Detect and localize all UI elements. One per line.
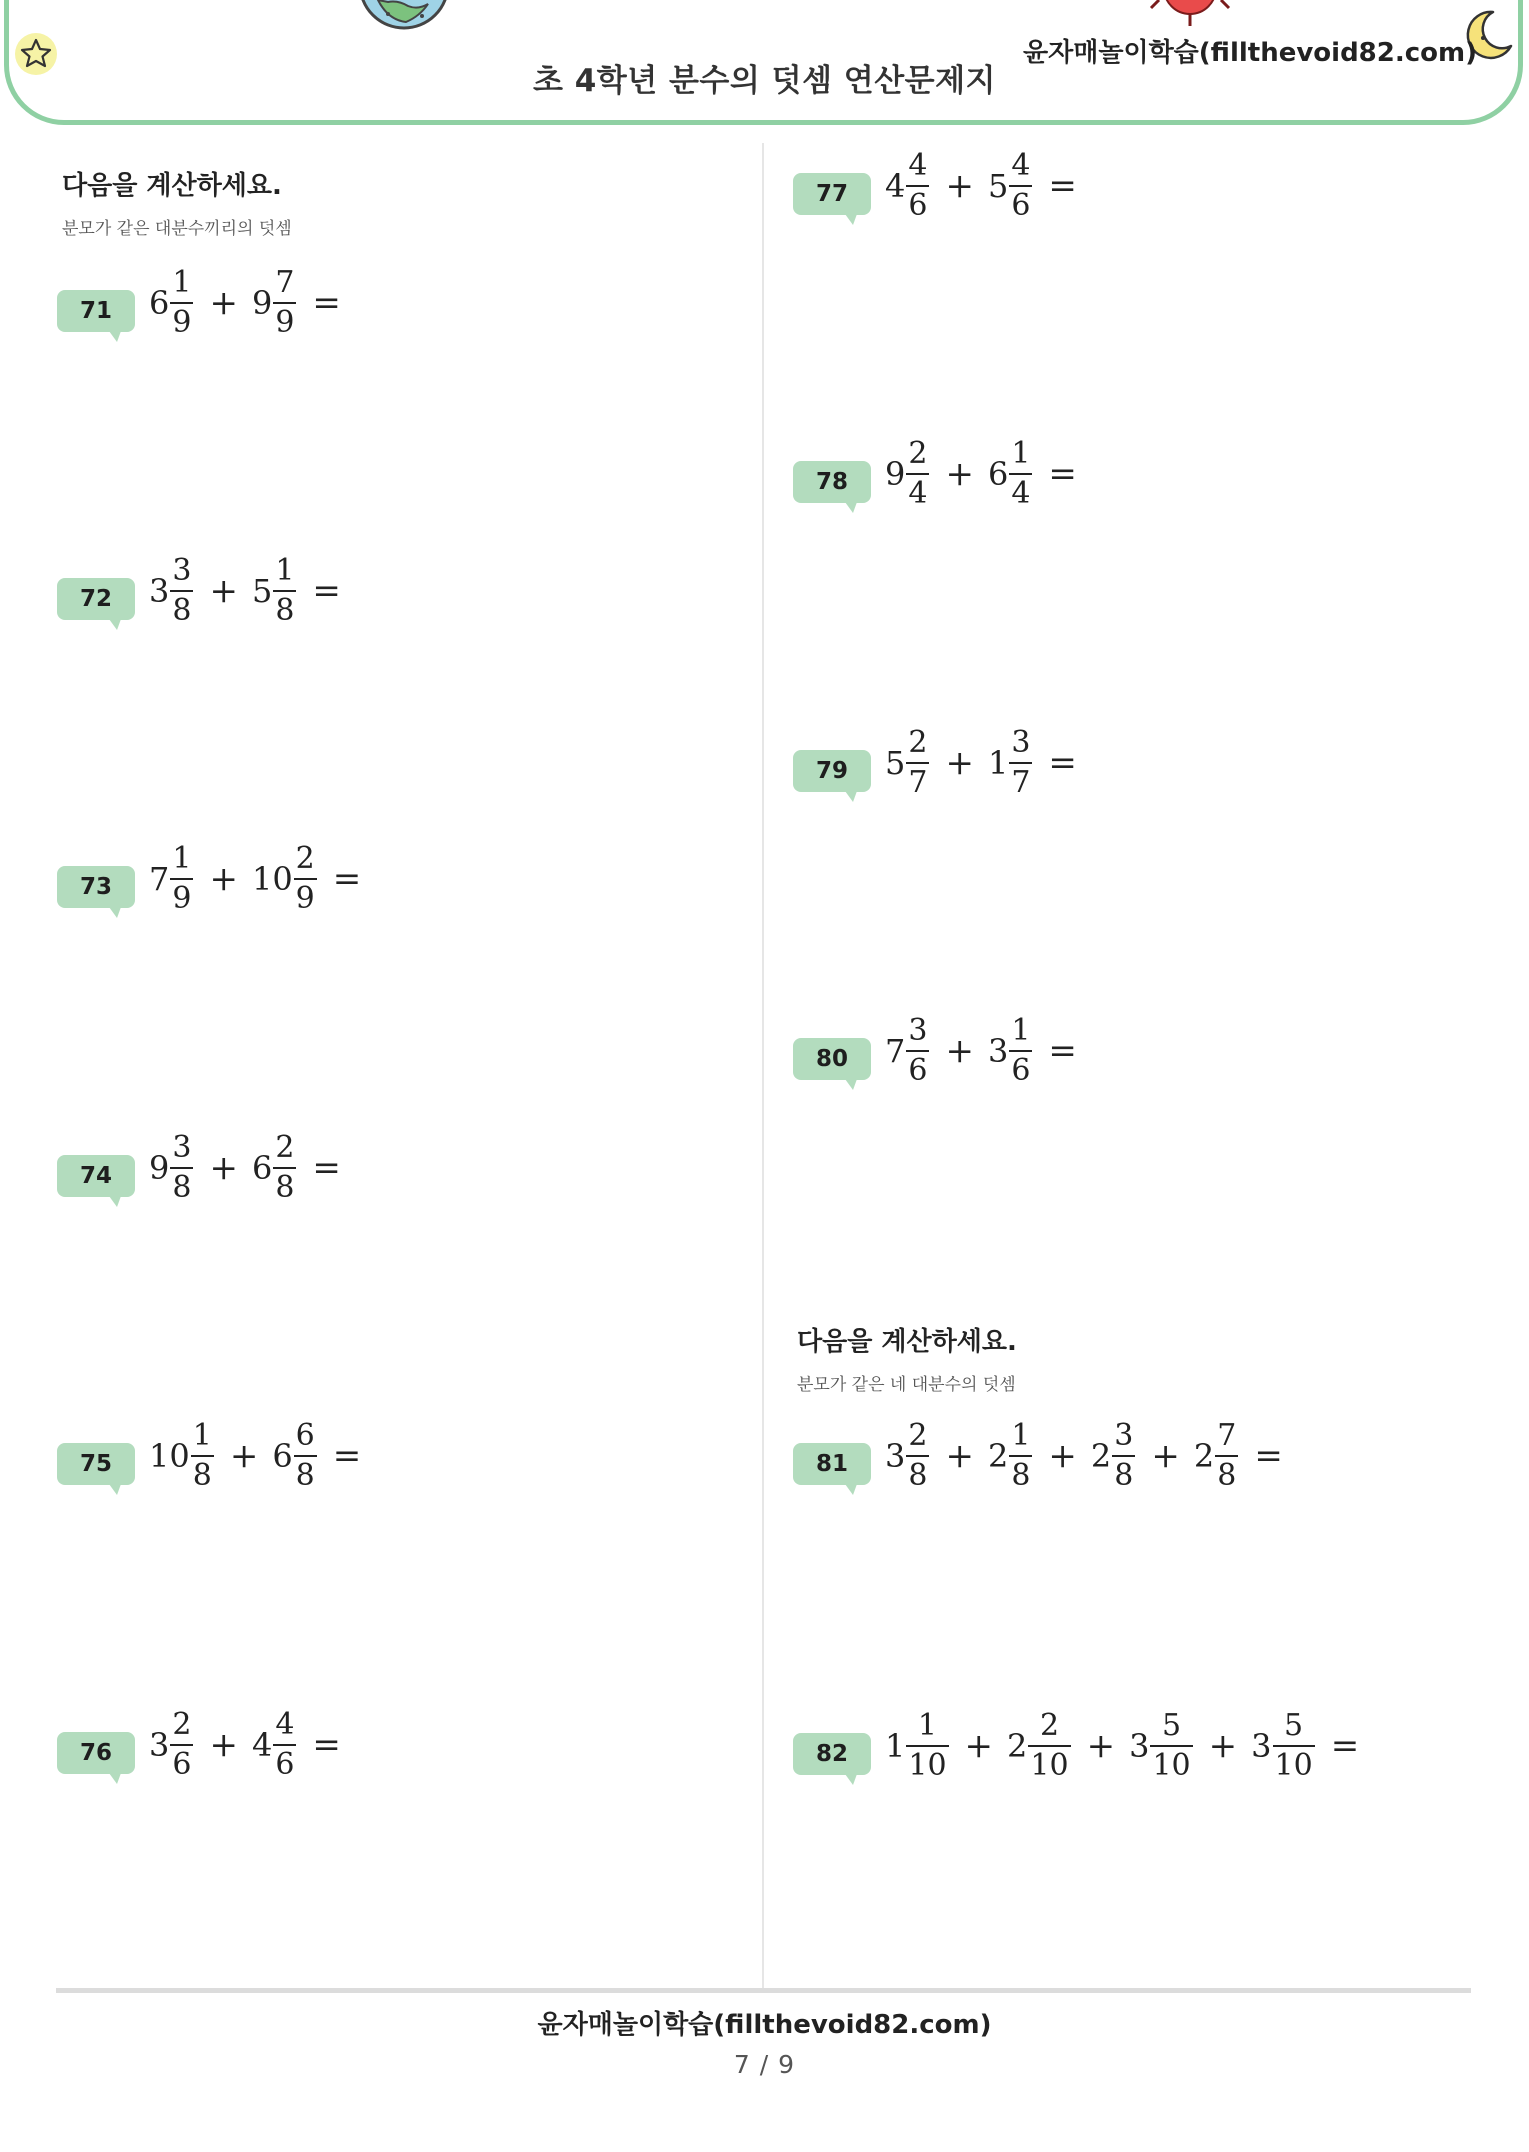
numerator: 1 xyxy=(1011,436,1031,471)
denominator: 8 xyxy=(275,1170,295,1205)
equals-sign: = xyxy=(1330,1726,1360,1766)
plus-sign: + xyxy=(209,1148,238,1188)
numerator: 7 xyxy=(275,265,295,300)
denominator: 6 xyxy=(908,1053,928,1088)
plus-sign: + xyxy=(1048,1436,1077,1476)
numerator: 2 xyxy=(908,1418,928,1453)
whole-number: 2 xyxy=(987,1437,1009,1475)
whole-number: 7 xyxy=(885,1032,906,1070)
numerator: 2 xyxy=(172,1707,192,1742)
fraction xyxy=(1009,725,1032,800)
problem-number-badge: 76 xyxy=(57,1732,135,1774)
denominator: 10 xyxy=(1274,1748,1313,1783)
right-instruction xyxy=(797,1321,1017,1395)
whole-number: 3 xyxy=(1251,1727,1272,1765)
denominator: 9 xyxy=(172,305,192,340)
numerator: 4 xyxy=(1011,148,1031,183)
page-title: 초 4학년 분수의 덧셈 연산문제지 xyxy=(532,63,997,99)
numerator: 1 xyxy=(1011,1013,1031,1048)
denominator: 9 xyxy=(275,305,295,340)
whole-number: 6 xyxy=(272,1437,293,1475)
fraction xyxy=(294,1418,317,1493)
whole-number: 3 xyxy=(987,1032,1009,1070)
whole-number: 1 xyxy=(987,744,1009,782)
footer-brand: 윤자매놀이학습(fillthevoid82.com) xyxy=(537,2010,992,2040)
whole-number: 6 xyxy=(149,284,170,322)
denominator: 8 xyxy=(1114,1458,1134,1493)
whole-number: 5 xyxy=(987,167,1009,205)
fraction xyxy=(170,553,193,628)
denominator: 10 xyxy=(908,1748,947,1783)
fraction xyxy=(906,1418,929,1493)
problem-number-badge: 79 xyxy=(793,750,871,792)
fraction xyxy=(906,725,929,800)
math-expression xyxy=(149,1411,361,1501)
numerator: 3 xyxy=(172,1130,192,1165)
equals-sign: = xyxy=(312,283,341,323)
problem-number-badge: 73 xyxy=(57,866,135,908)
numerator: 5 xyxy=(1284,1708,1304,1743)
denominator: 6 xyxy=(275,1747,295,1782)
whole-number: 4 xyxy=(885,167,906,205)
fraction xyxy=(906,148,929,223)
numerator: 2 xyxy=(1039,1708,1060,1743)
denominator: 7 xyxy=(1011,765,1031,800)
whole-number: 10 xyxy=(149,1437,190,1475)
denominator: 8 xyxy=(1011,1458,1031,1493)
plus-sign: + xyxy=(964,1726,994,1766)
whole-number: 6 xyxy=(987,455,1009,493)
problem-number-badge: 82 xyxy=(793,1733,871,1775)
math-expression xyxy=(885,429,1077,519)
equals-sign: = xyxy=(312,571,341,611)
plus-sign: + xyxy=(209,859,238,899)
instruction-subtitle: 분모가 같은 대분수끼리의 덧셈 xyxy=(62,219,292,239)
whole-number: 5 xyxy=(251,572,273,610)
denominator: 10 xyxy=(1152,1748,1191,1783)
whole-number: 9 xyxy=(149,1149,170,1187)
numerator: 1 xyxy=(275,553,295,588)
fraction xyxy=(1150,1708,1192,1783)
numerator: 7 xyxy=(1217,1418,1237,1453)
numerator: 6 xyxy=(295,1418,315,1453)
denominator: 8 xyxy=(1217,1458,1237,1493)
fraction xyxy=(170,841,193,916)
problem-number-badge: 80 xyxy=(793,1038,871,1080)
numerator: 2 xyxy=(908,725,928,760)
fraction xyxy=(1273,1708,1315,1783)
math-expression xyxy=(149,258,341,348)
whole-number: 5 xyxy=(885,744,906,782)
plus-sign: + xyxy=(945,454,974,494)
problem-number-badge: 78 xyxy=(793,461,871,503)
denominator: 8 xyxy=(295,1458,315,1493)
problem-number-badge: 75 xyxy=(57,1443,135,1485)
math-expression xyxy=(149,834,361,924)
equals-sign: = xyxy=(332,859,362,899)
fraction xyxy=(1215,1418,1238,1493)
numerator: 5 xyxy=(1162,1708,1182,1743)
equals-sign: = xyxy=(312,1148,341,1188)
math-expression xyxy=(885,1411,1283,1501)
denominator: 6 xyxy=(908,188,928,223)
numerator: 1 xyxy=(172,265,192,300)
numerator: 4 xyxy=(275,1707,295,1742)
math-expression xyxy=(885,1701,1359,1791)
virus-icon xyxy=(1145,0,1235,32)
equals-sign: = xyxy=(1048,166,1077,206)
fraction xyxy=(294,841,317,916)
plus-sign: + xyxy=(1086,1726,1116,1766)
numerator: 3 xyxy=(172,553,192,588)
whole-number: 2 xyxy=(1090,1437,1112,1475)
denominator: 6 xyxy=(172,1747,192,1782)
whole-number: 9 xyxy=(885,455,906,493)
whole-number: 4 xyxy=(251,1726,273,1764)
whole-number: 6 xyxy=(251,1149,273,1187)
equals-sign: = xyxy=(1048,454,1077,494)
whole-number: 7 xyxy=(149,860,170,898)
problem-number-badge: 71 xyxy=(57,290,135,332)
fraction xyxy=(273,553,296,628)
plus-sign: + xyxy=(229,1436,259,1476)
globe-icon xyxy=(358,0,450,36)
fraction xyxy=(906,436,929,511)
math-expression xyxy=(885,718,1077,808)
fraction xyxy=(1028,1708,1070,1783)
header-brand: 윤자매놀이학습(fillthevoid82.com) xyxy=(1022,38,1477,68)
numerator: 1 xyxy=(192,1418,212,1453)
fraction xyxy=(906,1708,948,1783)
plus-sign: + xyxy=(209,571,238,611)
fraction xyxy=(170,1707,193,1782)
fraction xyxy=(1009,1013,1032,1088)
fraction xyxy=(170,1130,193,1205)
numerator: 3 xyxy=(1114,1418,1134,1453)
math-expression xyxy=(885,141,1077,231)
math-expression xyxy=(149,1123,341,1213)
plus-sign: + xyxy=(945,1031,974,1071)
footer-divider xyxy=(56,1988,1471,1993)
whole-number: 2 xyxy=(1193,1437,1215,1475)
whole-number: 10 xyxy=(251,860,293,898)
equals-sign: = xyxy=(1048,1031,1077,1071)
numerator: 1 xyxy=(917,1708,937,1743)
denominator: 8 xyxy=(192,1458,212,1493)
fraction xyxy=(273,265,296,340)
denominator: 6 xyxy=(1011,1053,1031,1088)
denominator: 7 xyxy=(908,765,928,800)
math-expression xyxy=(149,546,341,636)
denominator: 4 xyxy=(908,476,928,511)
numerator: 1 xyxy=(172,841,192,876)
fraction xyxy=(170,265,193,340)
fraction xyxy=(1112,1418,1135,1493)
plus-sign: + xyxy=(1151,1436,1180,1476)
plus-sign: + xyxy=(945,166,974,206)
denominator: 8 xyxy=(275,593,295,628)
numerator: 2 xyxy=(908,436,928,471)
numerator: 2 xyxy=(295,841,315,876)
plus-sign: + xyxy=(945,1436,974,1476)
equals-sign: = xyxy=(332,1436,362,1476)
fraction xyxy=(1009,148,1032,223)
fraction xyxy=(273,1130,296,1205)
whole-number: 2 xyxy=(1007,1727,1028,1765)
problem-number-badge: 81 xyxy=(793,1443,871,1485)
math-expression xyxy=(885,1006,1077,1096)
plus-sign: + xyxy=(209,1725,238,1765)
numerator: 4 xyxy=(908,148,928,183)
numerator: 3 xyxy=(1011,725,1031,760)
denominator: 9 xyxy=(295,881,315,916)
plus-sign: + xyxy=(209,283,238,323)
problem-number-badge: 74 xyxy=(57,1155,135,1197)
numerator: 1 xyxy=(1011,1418,1031,1453)
whole-number: 3 xyxy=(149,572,170,610)
instruction-subtitle: 분모가 같은 네 대분수의 덧셈 xyxy=(797,1375,1016,1395)
equals-sign: = xyxy=(1254,1436,1283,1476)
whole-number: 1 xyxy=(885,1727,906,1765)
equals-sign: = xyxy=(1048,743,1077,783)
whole-number: 9 xyxy=(251,284,273,322)
denominator: 8 xyxy=(908,1458,928,1493)
instruction-title: 다음을 계산하세요. xyxy=(62,171,282,201)
column-divider xyxy=(762,143,764,1988)
fraction xyxy=(906,1013,929,1088)
problem-number-badge: 72 xyxy=(57,578,135,620)
math-expression xyxy=(149,1700,341,1790)
numerator: 2 xyxy=(275,1130,295,1165)
numerator: 3 xyxy=(908,1013,928,1048)
whole-number: 3 xyxy=(885,1437,906,1475)
denominator: 8 xyxy=(172,593,192,628)
whole-number: 3 xyxy=(149,1726,170,1764)
fraction xyxy=(191,1418,214,1493)
fraction xyxy=(1009,1418,1032,1493)
plus-sign: + xyxy=(1208,1726,1238,1766)
page-number: 7 / 9 xyxy=(733,2050,796,2079)
equals-sign: = xyxy=(312,1725,341,1765)
problem-number-badge: 77 xyxy=(793,173,871,215)
plus-sign: + xyxy=(945,743,974,783)
denominator: 6 xyxy=(1011,188,1031,223)
left-instruction xyxy=(62,165,292,239)
fraction xyxy=(273,1707,296,1782)
denominator: 10 xyxy=(1030,1748,1069,1783)
denominator: 8 xyxy=(172,1170,192,1205)
denominator: 9 xyxy=(172,881,192,916)
whole-number: 3 xyxy=(1129,1727,1150,1765)
denominator: 4 xyxy=(1011,476,1031,511)
instruction-title: 다음을 계산하세요. xyxy=(797,1327,1017,1357)
fraction xyxy=(1009,436,1032,511)
